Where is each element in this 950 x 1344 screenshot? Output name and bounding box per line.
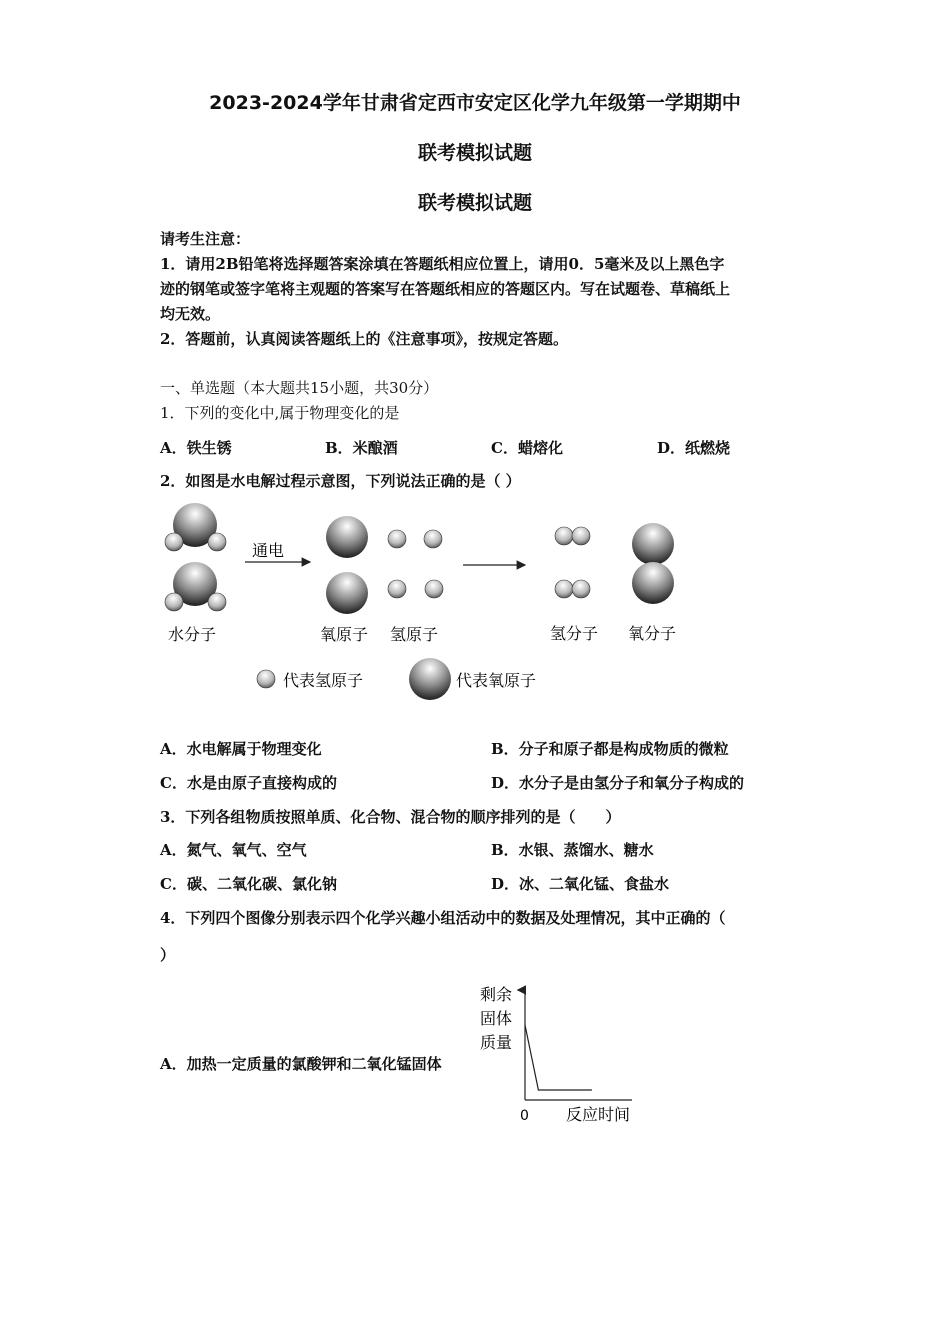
water-molecule bbox=[165, 562, 226, 611]
notice-item-1-line-2: 迹的钢笔或签字笔将主观题的答案写在答题纸相应的答题区内。写在试题卷、草稿纸上 bbox=[160, 280, 731, 298]
water-molecule bbox=[165, 503, 226, 551]
y-axis-label-line-2: 固体 bbox=[480, 1009, 513, 1028]
page-subtitle-repeat: 联考模拟试题 bbox=[417, 192, 532, 214]
arrow-label: 通电 bbox=[252, 541, 285, 560]
q1-option-d: D．纸燃烧 bbox=[657, 439, 731, 457]
label-hydrogen-atom: 氢原子 bbox=[390, 625, 439, 644]
y-axis-label-line-3: 质量 bbox=[480, 1033, 513, 1052]
notice-heading: 请考生注意： bbox=[160, 230, 251, 248]
y-axis-label-line-1: 剩余 bbox=[480, 985, 513, 1004]
label-hydrogen-molecule: 氢分子 bbox=[550, 624, 599, 643]
label-oxygen-atom: 氧原子 bbox=[320, 625, 369, 644]
legend-oxygen-label: 代表氧原子 bbox=[456, 671, 537, 690]
q2-option-c: C．水是由原子直接构成的 bbox=[160, 774, 337, 792]
hydrogen-atom bbox=[388, 530, 406, 548]
series-line bbox=[525, 1025, 592, 1090]
q1-option-c: C．蜡熔化 bbox=[491, 439, 563, 457]
q3-option-c: C．碳、二氧化碳、氯化钠 bbox=[160, 875, 337, 893]
question-3-stem: 3．下列各组物质按照单质、化合物、混合物的顺序排列的是（ ） bbox=[160, 808, 621, 826]
legend-hydrogen-icon bbox=[257, 670, 275, 688]
legend-hydrogen-label: 代表氢原子 bbox=[283, 671, 364, 690]
legend-oxygen-icon bbox=[409, 658, 451, 700]
q2-option-d: D．水分子是由氢分子和氧分子构成的 bbox=[491, 774, 745, 792]
question-4-stem-line-1: 4．下列四个图像分别表示四个化学兴趣小组活动中的数据及处理情况，其中正确的（ bbox=[160, 909, 726, 927]
q4-option-a-chart bbox=[470, 978, 650, 1128]
section-heading: 一、单选题（本大题共15小题，共30分） bbox=[160, 379, 439, 397]
x-axis-label: 反应时间 bbox=[566, 1105, 631, 1124]
q3-option-d: D．冰、二氧化锰、食盐水 bbox=[491, 875, 670, 893]
label-oxygen-molecule: 氧分子 bbox=[628, 624, 677, 643]
q3-option-b: B．水银、蒸馏水、糖水 bbox=[491, 841, 654, 859]
oxygen-molecule bbox=[632, 523, 674, 604]
notice-item-2: 2．答题前，认真阅读答题纸上的《注意事项》，按规定答题。 bbox=[160, 330, 568, 348]
question-2-stem: 2．如图是水电解过程示意图，下列说法正确的是（ ） bbox=[160, 472, 521, 490]
hydrogen-atom bbox=[424, 530, 442, 548]
hydrogen-atom bbox=[425, 580, 443, 598]
hydrogen-molecule bbox=[555, 527, 590, 545]
question-4-stem-line-2: ） bbox=[160, 946, 176, 964]
q2-option-a: A．水电解属于物理变化 bbox=[160, 740, 322, 758]
q1-option-b: B．米酿酒 bbox=[325, 439, 398, 457]
page-subtitle: 联考模拟试题 bbox=[417, 142, 532, 164]
question-1-stem: 1．下列的变化中,属于物理变化的是 bbox=[160, 404, 400, 422]
q4-option-a: A．加热一定质量的氯酸钾和二氧化锰固体 bbox=[160, 1055, 442, 1073]
q1-option-a: A．铁生锈 bbox=[160, 439, 232, 457]
hydrogen-molecule bbox=[555, 580, 590, 598]
page-title: 2023-2024学年甘肃省定西市安定区化学九年级第一学期期中 bbox=[209, 92, 741, 114]
origin-label: 0 bbox=[520, 1108, 529, 1124]
oxygen-atom bbox=[326, 516, 368, 558]
label-water-molecule: 水分子 bbox=[168, 625, 217, 644]
hydrogen-atom bbox=[388, 580, 406, 598]
oxygen-atom bbox=[326, 572, 368, 614]
electrolysis-diagram bbox=[150, 495, 710, 710]
notice-item-1-line-1: 1．请用2B铅笔将选择题答案涂填在答题纸相应位置上，请用0．5毫米及以上黑色字 bbox=[160, 255, 725, 273]
notice-item-1-line-3: 均无效。 bbox=[160, 305, 221, 323]
q3-option-a: A．氮气、氧气、空气 bbox=[160, 841, 307, 859]
q2-option-b: B．分子和原子都是构成物质的微粒 bbox=[491, 740, 729, 758]
